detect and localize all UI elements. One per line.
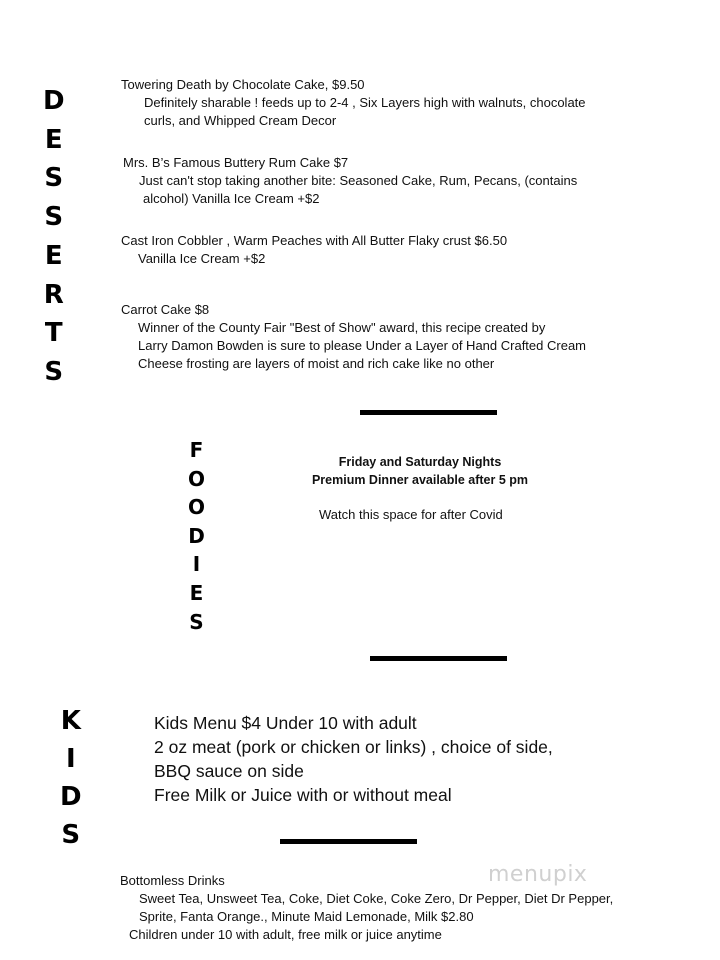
heading-letter: S <box>44 163 64 194</box>
dessert-item-chocolate-cake <box>121 76 586 130</box>
heading-letter: S <box>61 820 81 850</box>
desserts-heading <box>43 82 65 392</box>
heading-letter: D <box>188 523 205 548</box>
heading-letter: I <box>65 744 76 774</box>
dessert-description: alcohol) Vanilla Ice Cream +$2 <box>143 191 320 206</box>
foodies-watch-text: Watch this space for after Covid <box>319 507 503 522</box>
section-divider <box>370 656 507 661</box>
dessert-description: Winner of the County Fair "Best of Show" award, this recipe created by <box>138 320 546 335</box>
kids-menu-line: Free Milk or Juice with or without meal <box>154 785 452 805</box>
dessert-description: Definitely sharable ! feeds up to 2-4 , Six Layers high with walnuts, chocolate <box>144 95 586 110</box>
heading-letter: E <box>44 240 63 271</box>
drinks-list: Sweet Tea, Unsweet Tea, Coke, Diet Coke, Coke Zero, Dr Pepper, Diet Dr Pepper, <box>139 891 614 906</box>
dessert-title: Cast Iron Cobbler , Warm Peaches with All Butter Flaky crust $6.50 <box>121 233 508 248</box>
kids-menu <box>154 711 553 807</box>
heading-letter: S <box>44 202 64 233</box>
dessert-item-cobbler <box>121 232 507 268</box>
foodies-heading <box>188 436 205 636</box>
dessert-item-rum-cake <box>123 154 577 208</box>
heading-letter: K <box>60 706 81 736</box>
dessert-title: Mrs. B’s Famous Buttery Rum Cake $7 <box>123 155 349 170</box>
dessert-title: Carrot Cake $8 <box>121 302 210 317</box>
menupix-watermark: menupix <box>488 862 588 887</box>
foodies-premium-dinner: Premium Dinner available after 5 pm <box>311 473 529 487</box>
dessert-description: Vanilla Ice Cream +$2 <box>138 251 266 266</box>
section-divider <box>280 839 417 844</box>
kids-menu-line: BBQ sauce on side <box>154 761 304 781</box>
heading-letter: E <box>189 580 204 605</box>
dessert-description: Larry Damon Bowden is sure to please Under a Layer of Hand Crafted Cream <box>138 338 586 353</box>
drinks-list: Sprite, Fanta Orange., Minute Maid Lemonade, Milk $2.80 <box>139 909 474 924</box>
foodies-note <box>290 453 550 489</box>
drinks-section <box>120 872 613 944</box>
heading-letter: E <box>44 124 63 155</box>
heading-letter: D <box>60 782 82 812</box>
heading-letter: R <box>43 279 64 310</box>
kids-menu-line: Kids Menu $4 Under 10 with adult <box>154 713 417 733</box>
heading-letter: S <box>44 356 64 387</box>
kids-menu-line: 2 oz meat (pork or chicken or links) , choice of side, <box>154 737 553 757</box>
section-divider <box>360 410 497 415</box>
foodies-nights: Friday and Saturday Nights <box>338 455 502 469</box>
dessert-description: curls, and Whipped Cream Decor <box>144 113 337 128</box>
drinks-kids-note: Children under 10 with adult, free milk or juice anytime <box>129 927 442 942</box>
dessert-item-carrot-cake <box>121 301 586 373</box>
heading-letter: O <box>188 466 206 491</box>
heading-letter: O <box>188 495 206 520</box>
heading-letter: F <box>189 438 204 462</box>
heading-letter: D <box>43 86 65 116</box>
dessert-description: Just can't stop taking another bite: Seasoned Cake, Rum, Pecans, (contains <box>139 173 578 188</box>
heading-letter: T <box>44 318 63 349</box>
dessert-description: Cheese frosting are layers of moist and rich cake like no other <box>138 356 495 371</box>
dessert-title: Towering Death by Chocolate Cake, $9.50 <box>121 77 365 92</box>
kids-heading <box>60 702 82 854</box>
drinks-title: Bottomless Drinks <box>120 873 225 888</box>
heading-letter: S <box>189 609 204 634</box>
heading-letter: I <box>192 552 201 577</box>
